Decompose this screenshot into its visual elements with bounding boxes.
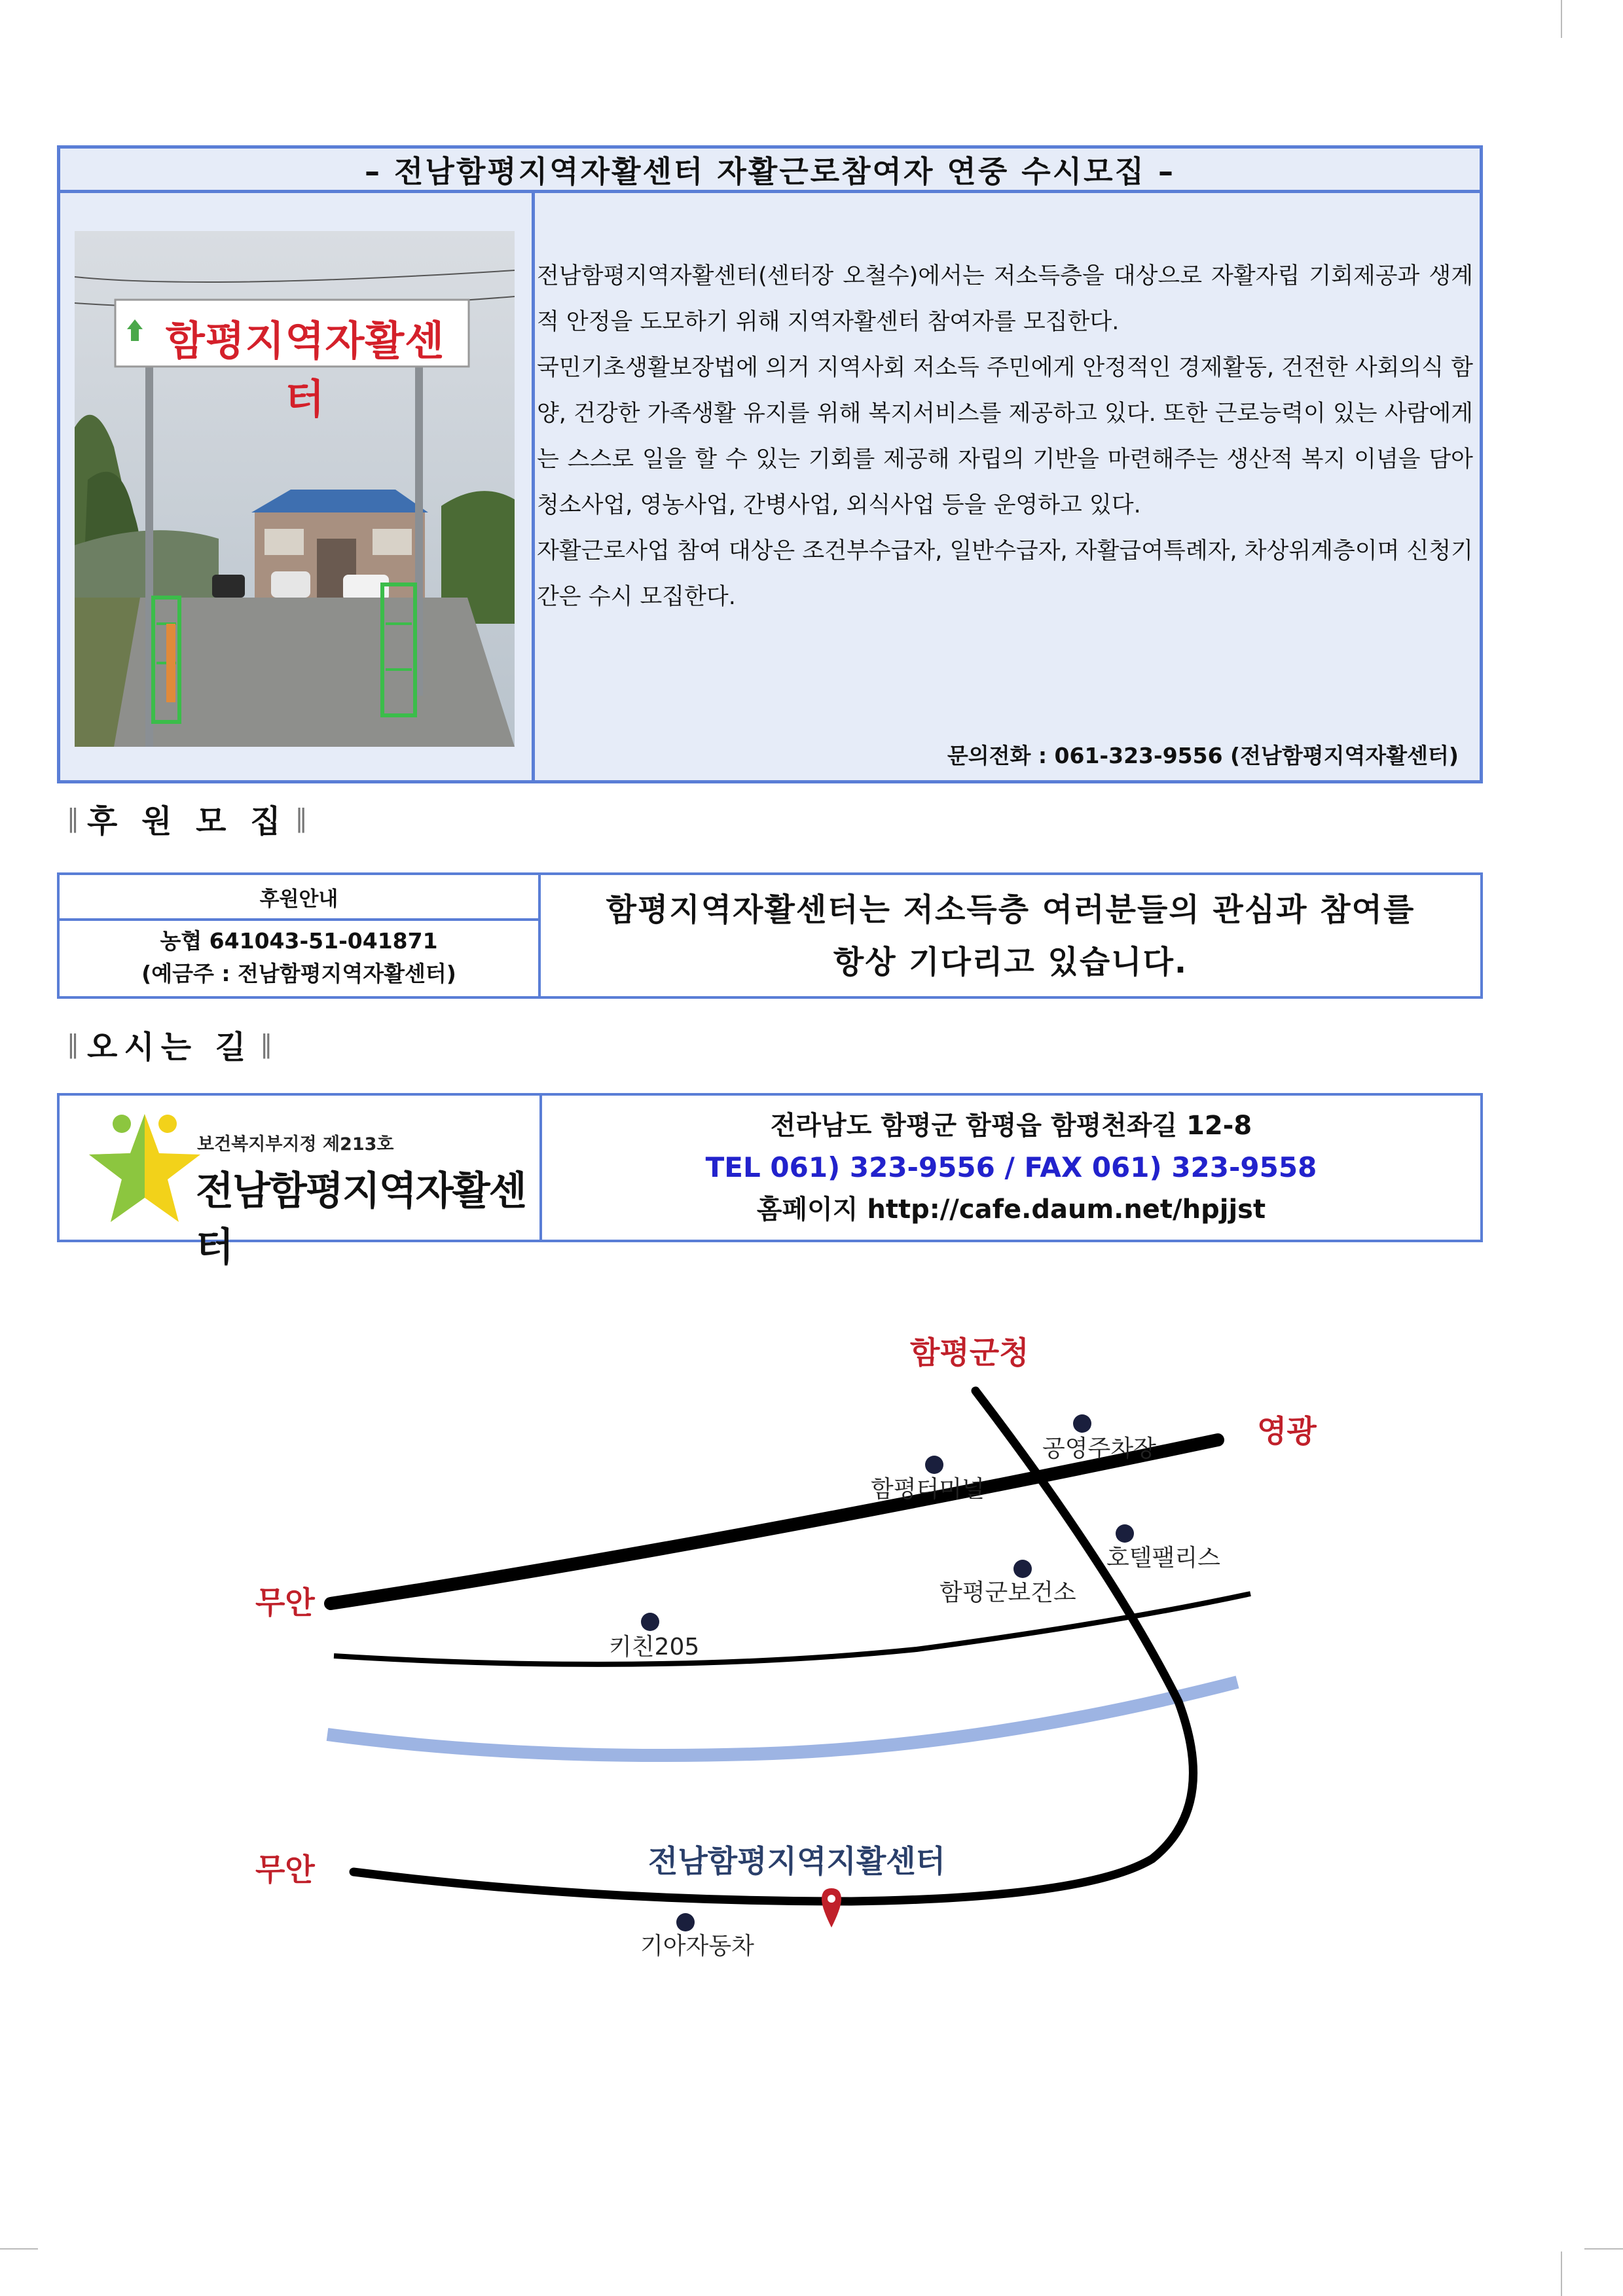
donation-message-line-1: 함평지역자활센터는 저소득층 여러분들의 관심과 참여를: [606, 891, 1415, 928]
logo-name: 전남함평지역자활센터: [196, 1168, 526, 1270]
location-pin-icon: [822, 1888, 841, 1928]
account-holder: (예금주 : 전남함평지역자활센터): [141, 961, 456, 986]
recruit-paragraph-1: 전남함평지역자활센터(센터장 오철수)에서는 저소득층을 대상으로 자활자립 기회제공과 생계적 안정을 도모하기 위해 지역자활센터 참여자를 모집한다.: [537, 263, 1473, 335]
secondary-road: [334, 1594, 1250, 1664]
map-landmark-health-center: 함평군보건소: [939, 1579, 1076, 1606]
sign-text: 함평지역자활센터: [165, 317, 445, 423]
donation-message: [541, 875, 1480, 996]
donation-box: [57, 872, 1483, 999]
river: [327, 1682, 1237, 1755]
landmark-dot: [925, 1456, 943, 1474]
donation-heading: 후 원 모 집: [87, 802, 287, 840]
crop-mark: [1561, 2251, 1562, 2296]
map-label-muan-bottom: 무안: [255, 1852, 315, 1888]
map-landmark-terminal: 함평터미널: [871, 1476, 985, 1503]
recruit-divider: [532, 193, 535, 780]
address-info: [542, 1096, 1480, 1240]
donation-account: [60, 921, 538, 990]
star-logo-icon: [86, 1107, 204, 1232]
account-number: 농협 641043-51-041871: [160, 928, 438, 954]
street-address: 전라남도 함평군 함평읍 함평천좌길 12-8: [770, 1111, 1252, 1141]
main-road: [331, 1440, 1218, 1604]
donation-message-line-2: 항상 기다리고 있습니다.: [833, 943, 1188, 980]
logo-designation: 보건복지부지정 제213호: [197, 1134, 394, 1155]
center-logo: [60, 1096, 542, 1270]
address-box: [57, 1093, 1483, 1270]
donation-guide-label: 후원안내: [60, 875, 538, 921]
crop-mark: [1584, 2248, 1623, 2250]
contact-phone: 문의전화 : 061-323-9556 (전남함평지역자활센터): [947, 743, 1459, 768]
recruit-paragraph-3: 자활근로사업 참여 대상은 조건부수급자, 일반수급자, 자활급여특례자, 차상위계층이며 신청기간은 수시 모집한다.: [537, 538, 1473, 610]
recruit-title: – 전남함평지역자활센터 자활근로참여자 연중 수시모집 –: [60, 149, 1480, 193]
recruit-box: [57, 145, 1483, 783]
map-landmark-kia: 기아자동차: [640, 1933, 754, 1960]
center-photo: [75, 231, 515, 747]
donation-heading-wrap: ‖ 후 원 모 집 ‖: [59, 795, 316, 841]
crop-mark: [1561, 0, 1562, 38]
recruit-description: [537, 253, 1473, 620]
map-landmark-parking: 공영주차장: [1042, 1435, 1156, 1462]
landmark-dot: [1013, 1560, 1032, 1578]
landmark-dot: [641, 1613, 659, 1631]
landmark-dot: [1116, 1524, 1134, 1543]
map-label-muan-top: 무안: [255, 1585, 315, 1621]
map-landmark-kitchen: 키친205: [609, 1634, 700, 1660]
map-landmark-hotel: 호텔팰리스: [1106, 1545, 1220, 1571]
directions-map: [0, 1296, 1623, 2029]
directions-heading: 오시는 길: [87, 1028, 253, 1066]
crop-mark: [0, 2248, 38, 2250]
recruit-paragraph-2: 국민기초생활보장법에 의거 지역사회 저소득 주민에게 안정적인 경제활동, 건전한 사회의식 함양, 건강한 가족생활 유지를 위해 복지서비스를 제공하고 있다. 또한 근로능력이 있는 사람에게는 스스로 일을 할 수 있는 기회를 제공해 자립의 기반을 마련해주는 생산적 복지 이념을 담아 청소사업, 영농사업, 간병사업, 외식사업 등을 운영하고 있다.: [537, 355, 1473, 518]
landmark-dot: [676, 1913, 695, 1931]
donation-account-panel: [60, 875, 541, 996]
map-label-county-office: 함평군청: [910, 1335, 1029, 1371]
tel-fax: TEL 061) 323-9556 / FAX 061) 323-9558: [705, 1151, 1317, 1183]
map-label-yeonggwang: 영광: [1257, 1414, 1317, 1450]
homepage-link[interactable]: 홈페이지 http://cafe.daum.net/hpjjst: [756, 1194, 1266, 1225]
directions-heading-wrap: ‖ 오시는 길 ‖: [59, 1021, 280, 1067]
landmark-dot: [1073, 1414, 1091, 1433]
map-label-center: 전남함평지역지활센터: [648, 1844, 946, 1880]
